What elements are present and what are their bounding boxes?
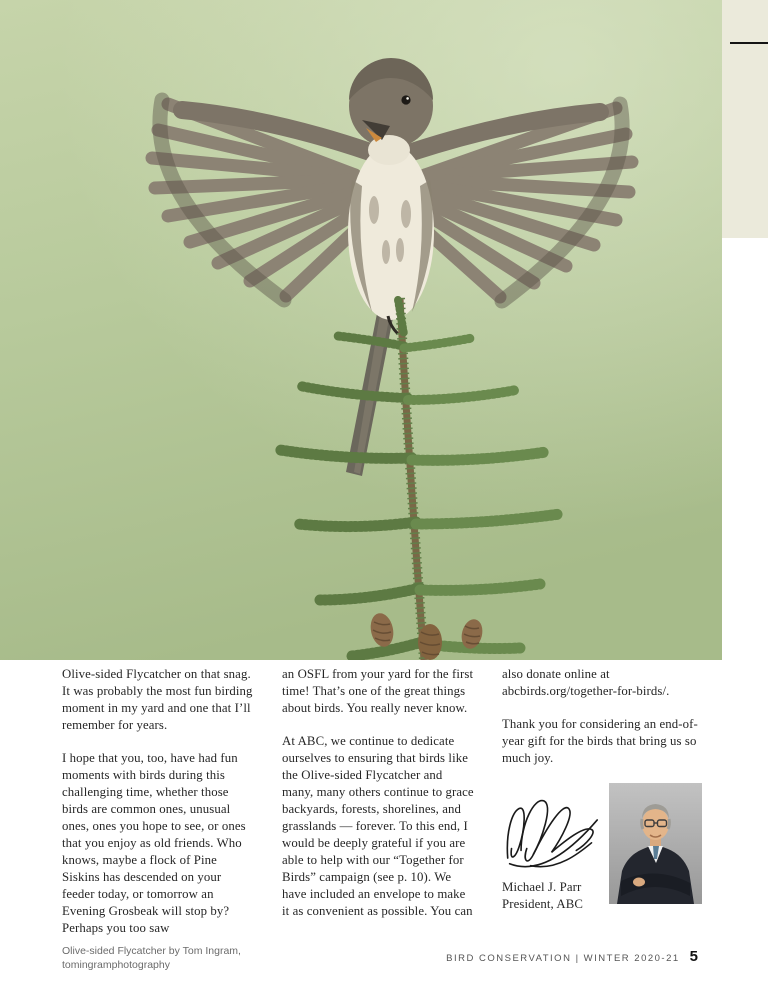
footer-journal-title: BIRD CONSERVATION | WINTER 2020-21 [446, 953, 680, 964]
paragraph: At ABC, we continue to dedicate ourselves to ensuring that birds like the Olive-sided Flycatcher and many, many others continue to grace backyards, forests, shorelines, and grasslands — forever. To this end, I would be deeply grateful if you are able to help with our “Together for Birds” campaign (see p. 10). We have included an envelope to make it as convenient as possible. You can [282, 734, 474, 918]
corner-tab [722, 0, 768, 238]
signature-block [502, 783, 702, 913]
paragraph: Thank you for considering an end-of-year gift for the birds that bring us so much joy. [502, 717, 698, 765]
signature-left [502, 783, 604, 913]
signature-graphic [502, 783, 602, 875]
portrait-graphic [609, 783, 702, 904]
paragraph: an OSFL from your yard for the first time! That’s one of the great things about birds. You really never know. [282, 667, 474, 715]
paragraph: I hope that you, too, have had fun moments with birds during this challenging time, whether those birds are common ones, unusual ones, ones you hope to see, or ones that you enjoy as old friends. Who knows, maybe a flock of Pine Siskins has descended on your feeder today, or tomorrow an Evening Grosbeak will stop by? Perhaps you too saw [62, 751, 246, 935]
article-columns [62, 666, 702, 953]
photo-credit [62, 944, 241, 972]
paragraph: Olive-sided Flycatcher on that snag. It was probably the most fun birding moment in my yard and one that I’ll remember for years. [62, 667, 253, 732]
signatory-name: Michael J. Parr [502, 880, 582, 894]
article-column-1 [62, 666, 255, 953]
paragraph-donate-url: also donate online at abcbirds.org/together-for-birds/. [502, 667, 670, 698]
signatory-title: President, ABC [502, 897, 584, 911]
photo-credit-line2: tomingramphotography [62, 959, 170, 971]
corner-rule [730, 42, 768, 44]
page-footer [446, 948, 698, 965]
article-column-3 [502, 666, 702, 953]
footer-page-number: 5 [689, 948, 698, 965]
photo-credit-line1: Olive-sided Flycatcher by Tom Ingram, [62, 945, 241, 957]
portrait-photo [609, 783, 702, 904]
article-column-2 [282, 666, 475, 953]
